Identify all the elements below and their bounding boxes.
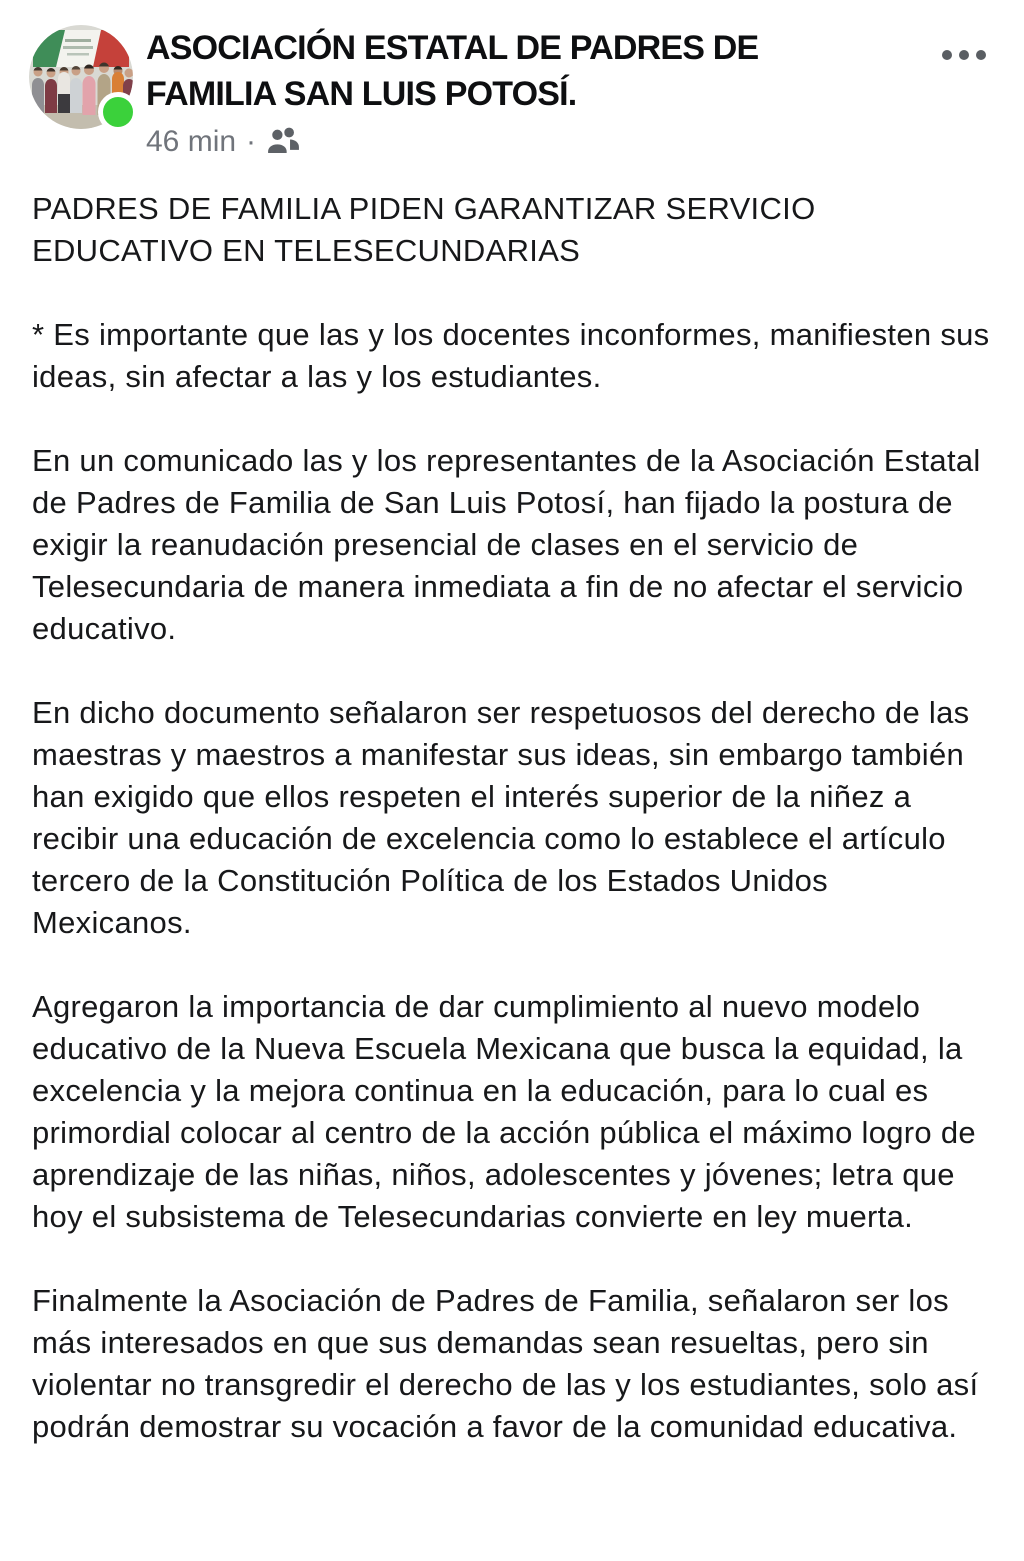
post-meta xyxy=(146,123,846,160)
post-paragraph: Finalmente la Asociación de Padres de Familia, señalaron ser los más interesados en que sus demandas sean resueltas, pero sin violentar no transgredir el derecho de las y los estudiantes, solo así podrán demostrar su vocación a favor de la comunidad educativa. xyxy=(32,1283,988,1444)
menu-dot-icon xyxy=(959,50,969,60)
post-paragraph: En un comunicado las y los representantes de la Asociación Estatal de Padres de Familia de San Luis Potosí, han fijado la postura de exigir la reanudación presencial de clases en el servicio de Telesecundaria de manera inmediata a fin de no afectar el servicio educativo. xyxy=(32,443,990,646)
page-name-link[interactable]: ASOCIACIÓN ESTATAL DE PADRES DE FAMILIA SAN LUIS POTOSÍ. xyxy=(146,29,759,113)
online-indicator xyxy=(98,92,138,132)
menu-dot-icon xyxy=(976,50,986,60)
post-content xyxy=(0,160,1024,1448)
post-paragraph: En dicho documento señalaron ser respetuosos del derecho de las maestras y maestros a manifestar sus ideas, sin embargo también han exigido que ellos respeten el interés superior de la niñez a recibir una educación de excelencia como lo establece el artículo tercero de la Constitución Política de los Estados Unidos Mexicanos. xyxy=(32,695,979,940)
more-options-button[interactable] xyxy=(936,44,992,66)
post-headline: PADRES DE FAMILIA PIDEN GARANTIZAR SERVICIO EDUCATIVO EN TELESECUNDARIAS xyxy=(32,191,825,268)
timestamp[interactable]: 46 min xyxy=(146,124,237,158)
post-header xyxy=(0,0,1024,160)
meta-separator: · xyxy=(246,124,257,158)
menu-dot-icon xyxy=(942,50,952,60)
friends-audience-icon xyxy=(266,125,300,160)
post-paragraph: * Es importante que las y los docentes inconformes, manifiesten sus ideas, sin afectar a las y los estudiantes. xyxy=(32,317,999,394)
post-paragraph: Agregaron la importancia de dar cumplimiento al nuevo modelo educativo de la Nueva Escuela Mexicana que busca la equidad, la excelencia y la mejora continua en la educación, para lo cual es primordial colocar al centro de la acción pública el máximo logro de aprendizaje de las niñas, niños, adolescentes y jóvenes; letra que hoy el subsistema de Telesecundarias convierte en ley muerta. xyxy=(32,989,985,1234)
avatar[interactable] xyxy=(29,25,133,129)
header-text xyxy=(146,25,846,160)
